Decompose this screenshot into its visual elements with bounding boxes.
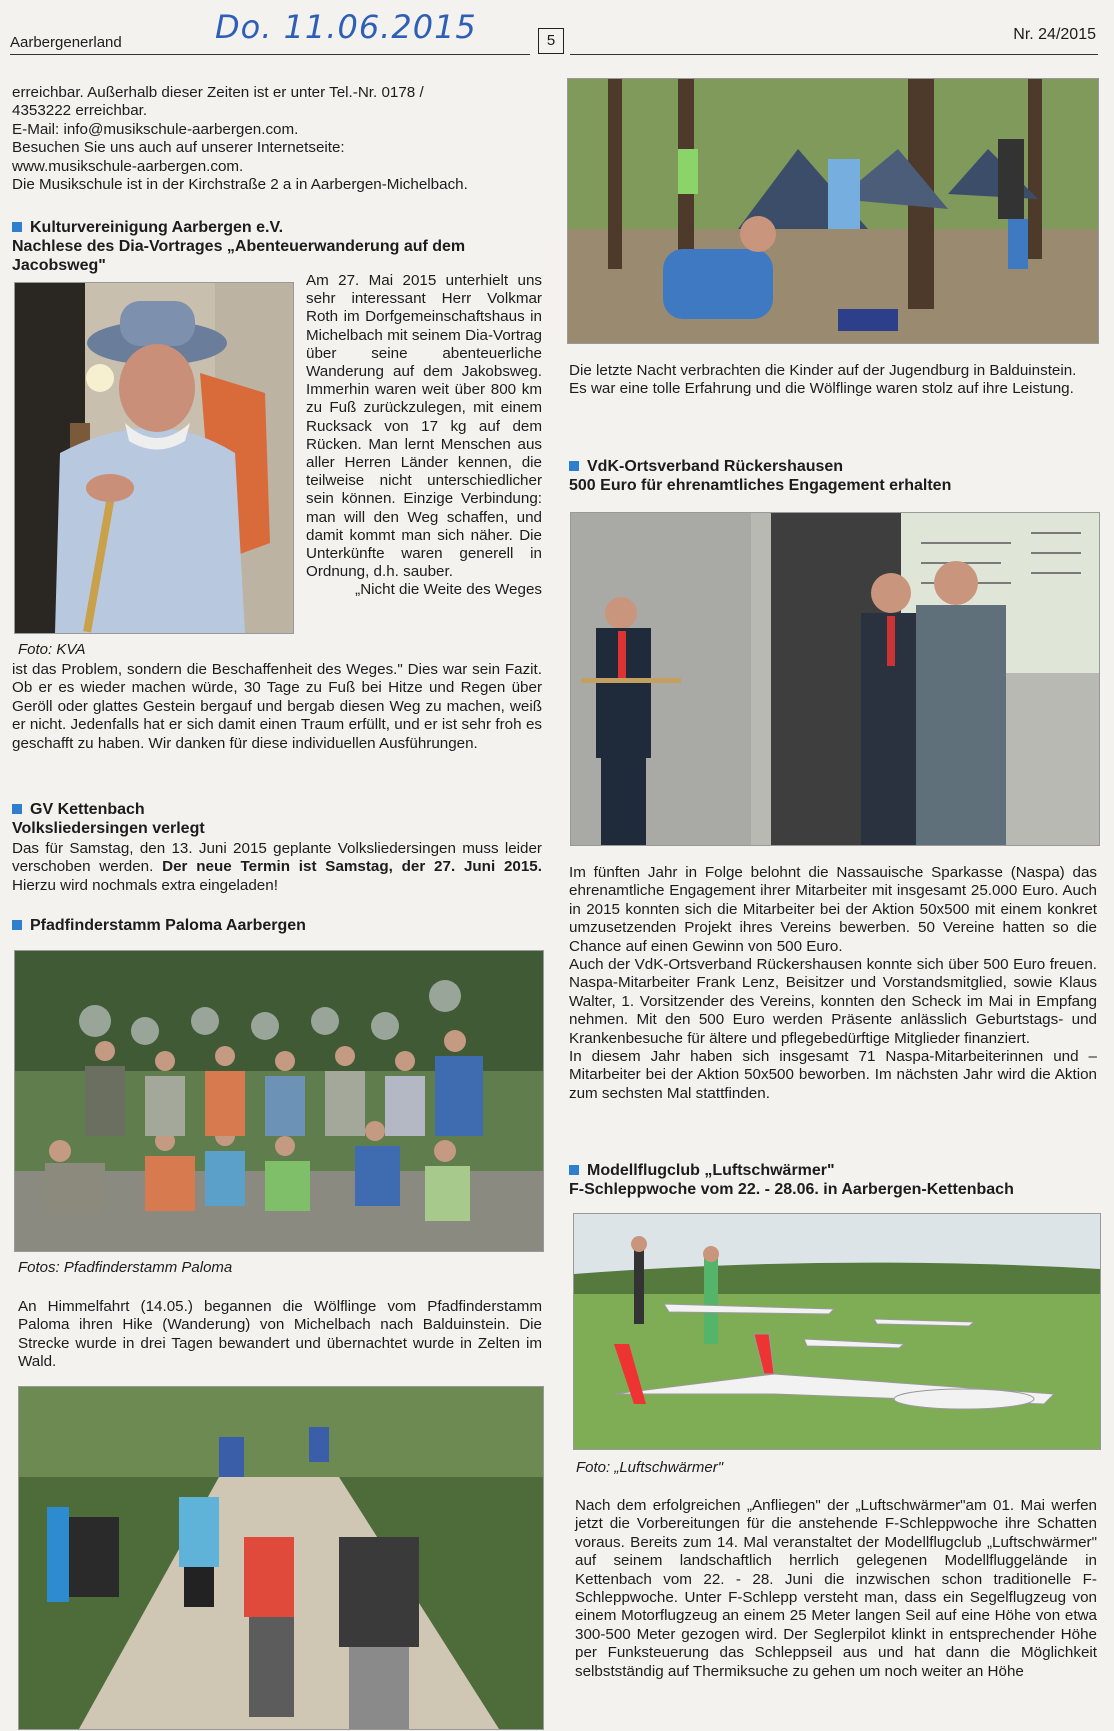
square-bullet-icon <box>12 222 22 232</box>
gv-text: Das für Samstag, den 13. Juni 2015 geplante Volksliedersingen muss leider verschoben werden. <box>12 840 542 876</box>
article-headline: Nachlese des Dia-Vortrages „Abenteuerwanderung auf dem Jacobsweg" <box>12 238 466 274</box>
kultur-photo-caption: Foto: KVA <box>18 641 86 658</box>
pfadfinder-right-paragraph: Die letzte Nacht verbrachten die Kinder auf der Jugendburg in Balduinstein. <box>569 362 1077 379</box>
kultur-heading <box>12 218 542 275</box>
issue-number: Nr. 24/2015 <box>1013 26 1096 43</box>
article-headline: Volksliedersingen verlegt <box>12 820 205 837</box>
section-kicker: VdK-Ortsverband Rückershausen <box>569 457 1097 476</box>
kultur-body-right <box>306 272 542 600</box>
section-kicker: GV Kettenbach <box>12 800 542 819</box>
vdk-heading <box>569 457 1097 495</box>
square-bullet-icon <box>12 804 22 814</box>
pfadfinder-heading <box>12 916 542 935</box>
header-rule-left <box>10 54 530 55</box>
publication-name: Aarbergenerland <box>10 34 122 51</box>
kultur-paragraph-end: „Nicht die Weite des Weges <box>355 581 542 599</box>
vdk-paragraph: Im fünften Jahr in Folge belohnt die Nassauische Sparkasse (Naspa) das ehrenamtliche Engagement ihrer Mitarbeiter mit insgesamt 25.000 Euro. Auch in 2015 konnten sich die Mitarbeiter bei der Aktion 50x500 mit einem konkret umzusetzenden Projekt ihres Vereins bewerben. 50 Vereine hatten so die Chance auf einen Gewinn von 500 Euro. <box>569 864 1097 955</box>
vdk-paragraph: In diesem Jahr haben sich insgesamt 71 Naspa-Mitarbeiterinnen und –Mitarbeiter bei der Aktion 50x500 beworben. Im nächsten Jahr wird die Aktion zum sechsten Mal stattfinden. <box>569 1048 1097 1102</box>
article-headline: F-Schleppwoche vom 22. - 28.06. in Aarbergen-Kettenbach <box>569 1181 1014 1198</box>
gv-body <box>12 840 542 895</box>
scouts-hiking-photo <box>18 1386 544 1730</box>
gv-text-end: Hierzu wird nochmals extra eingeladen! <box>12 876 278 894</box>
page-number: 5 <box>538 28 564 54</box>
kultur-body-full: ist das Problem, sondern die Beschaffenheit des Weges." Dies war sein Fazit. Ob er es wieder machen würde, 30 Tage zu Fuß bei Hitze und Regen über Geröll oder glattes Gestein bergauf und bergab diesen Weg zu machen, weiß er nicht. Jedenfalls hat er sich damit einen Traum erfüllt, und er ist sehr froh es geschafft zu haben. Wir danken für diese individuellen Ausführungen. <box>12 661 542 752</box>
musikschule-line: erreichbar. Außerhalb dieser Zeiten ist er unter Tel.-Nr. 0178 / <box>12 84 424 101</box>
modellflug-heading <box>569 1161 1097 1199</box>
gv-new-date: Der neue Termin ist Samstag, der 27. Juni 2015. <box>162 858 542 876</box>
hiker-photo <box>14 282 294 634</box>
gv-heading <box>12 800 542 838</box>
musikschule-line: E-Mail: info@musikschule-aarbergen.com. <box>12 120 299 138</box>
section-kicker: Pfadfinderstamm Paloma Aarbergen <box>12 916 542 935</box>
musikschule-line: Die Musikschule ist in der Kirchstraße 2 a in Aarbergen-Michelbach. <box>12 176 468 194</box>
kultur-paragraph: Am 27. Mai 2015 unterhielt uns sehr interessant Herr Volkmar Roth im Dorfgemeinschaftshaus in Michelbach mit seinem Dia-Vortrag über seine abenteuerliche Wanderung auf dem Jakobsweg. Immerhin waren weit über 800 km zu Fuß zurückzulegen, mit einem Rucksack von 17 kg auf dem Rücken. Man lernt Menschen aus aller Herren Länder kennen, die teilweise nicht unterschiedlicher sein können. Einzige Verbindung: man will den Weg schaffen, und damit kommt man sich näher. Die Unterkünfte waren generell in Ordnung, d.h. sauber. <box>306 272 542 581</box>
musikschule-line: 4353222 erreichbar. <box>12 102 148 120</box>
modellflug-photo-caption: Foto: „Luftschwärmer" <box>576 1459 724 1476</box>
pfadfinder-photo-caption: Fotos: Pfadfinderstamm Paloma <box>18 1259 233 1276</box>
handwritten-date: Do. 11.06.2015 <box>215 8 477 46</box>
square-bullet-icon <box>569 461 579 471</box>
square-bullet-icon <box>12 920 22 930</box>
scouts-camp-photo <box>567 78 1099 344</box>
vdk-check-photo <box>570 512 1100 846</box>
pfadfinder-right-paragraph: Es war eine tolle Erfahrung und die Wölflinge waren stolz auf ihre Leistung. <box>569 380 1074 398</box>
vdk-paragraph: Auch der VdK-Ortsverband Rückershausen konnte sich über 500 Euro freuen. Naspa-Mitarbeiter Frank Lenz, Beisitzer und Vorstandsmitglied, sowie Klaus Walter, 1. Vorsitzender des Vereins, konnten den Scheck im Mai in Empfang nehmen. Mit den 500 Euro werden Präsente anlässlich Geburtstags- und Krankenbesuche für ältere und pflegebedürftige Mitglieder finanziert. <box>569 956 1097 1047</box>
musikschule-line: www.musikschule-aarbergen.com. <box>12 157 244 175</box>
header-rule-right <box>570 54 1098 55</box>
modellflug-body: Nach dem erfolgreichen „Anfliegen" der „Luftschwärmer"am 01. Mai werfen jetzt die Vorbereitungen für die anstehende F-Schleppwoche ihre Schatten voraus. Bereits zum 14. Mal veranstaltet der Modellflugclub „Luftschwärmer" auf seinem landschaftlich herrlich gelegenen Modellfluggelände in Kettenbach vom 22. - 28. Juni die inzwischen schon traditionelle F-Schleppwoche. Unter F-Schlepp versteht man, dass ein Segelflugzeug von einem Motorflugzeug an einem 25 Meter langen Seil auf eine Höhe von etwa 300-500 Meter gezogen wird. Der Seglerpilot klinkt in entsprechender Höhe per Funksteuerung das Schleppseil aus und hat dann die Möglichkeit selbstständig auf Thermiksuche zu gehen um noch weiter an Höhe <box>575 1497 1097 1680</box>
pfadfinder-right-body <box>569 362 1097 399</box>
scouts-group-photo <box>14 950 544 1252</box>
section-kicker: Modellflugclub „Luftschwärmer" <box>569 1161 1097 1180</box>
square-bullet-icon <box>569 1165 579 1175</box>
pfadfinder-body: An Himmelfahrt (14.05.) begannen die Wölflinge vom Pfadfinderstamm Paloma ihren Hike (Wanderung) von Michelbach nach Balduinstein. Die Strecke wurde in drei Tagen bewandert und übernachtet wurde in Zelten im Wald. <box>18 1298 542 1371</box>
vdk-body <box>569 864 1097 1103</box>
musikschule-line: Besuchen Sie uns auch auf unserer Internetseite: <box>12 139 345 157</box>
article-headline: 500 Euro für ehrenamtliches Engagement erhalten <box>569 477 952 494</box>
musikschule-text <box>12 84 542 194</box>
glider-field-photo <box>573 1213 1101 1450</box>
section-kicker: Kulturvereinigung Aarbergen e.V. <box>12 218 542 237</box>
